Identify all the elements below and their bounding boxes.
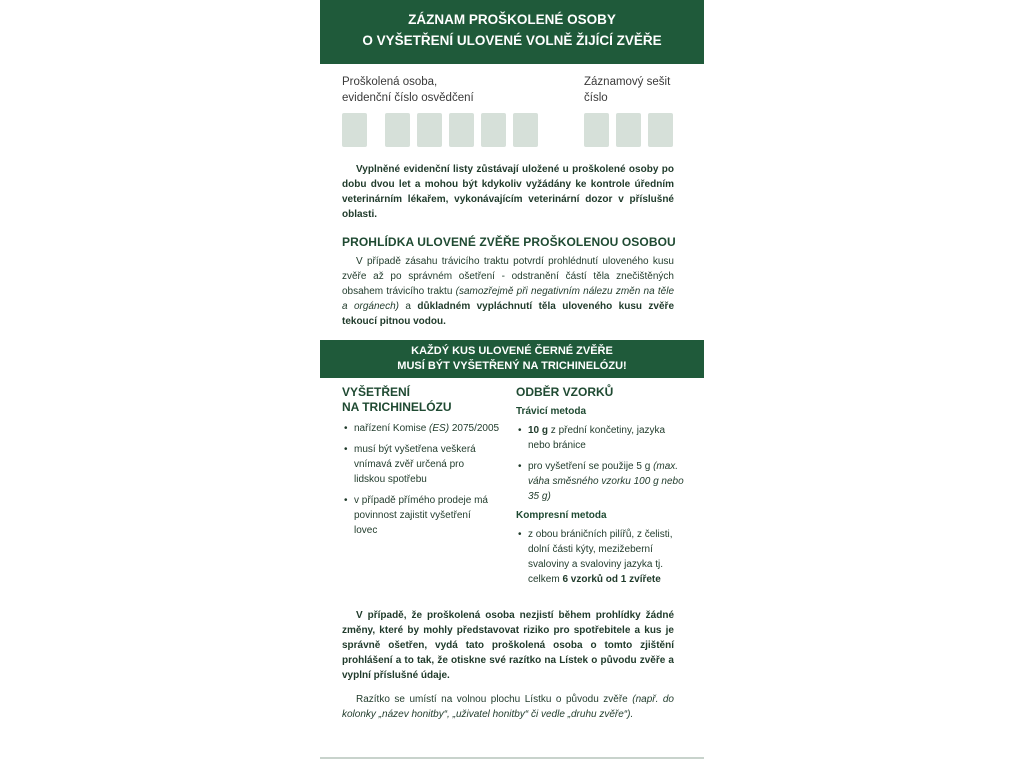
inspection-text-italic: (samozřejmě při negativním nálezu změn na těle a orgánech)	[342, 286, 675, 312]
trichinella-title-line1: VYŠETŘENÍ	[342, 385, 411, 399]
document-page	[320, 0, 704, 760]
trichinella-list	[342, 421, 512, 538]
book-number-boxes	[584, 113, 680, 147]
sampling-column	[516, 385, 686, 593]
list-item	[516, 423, 678, 453]
header-title-line1: ZÁZNAM PROŠKOLENÉ OSOBY	[408, 12, 616, 27]
digit-box[interactable]	[648, 113, 673, 147]
item-text: pro vyšetření se použije 5 g	[528, 461, 654, 472]
list-item	[516, 527, 686, 587]
person-field-label	[342, 74, 474, 106]
stamp-paragraph	[342, 692, 674, 722]
digit-box[interactable]	[449, 113, 474, 147]
digit-box[interactable]	[417, 113, 442, 147]
digit-box[interactable]	[616, 113, 641, 147]
item-text: 2075/2005	[449, 423, 500, 434]
stamp-text: Razítko se umístí na volnou plochu Lístku o původu zvěře	[356, 694, 633, 705]
header-title-line2: O VYŠETŘENÍ ULOVENÉ VOLNĚ ŽIJÍCÍ ZVĚŘE	[362, 33, 662, 48]
trichinella-column	[342, 385, 512, 544]
item-text-italic: (max. váha směsného vzorku 100 g nebo 35 g)	[528, 461, 684, 502]
inspection-heading: PROHLÍDKA ULOVENÉ ZVĚŘE PROŠKOLENOU OSOBOU	[342, 235, 676, 249]
person-label-line1: Proškolená osoba,	[342, 76, 438, 88]
trichinella-title	[342, 385, 512, 415]
header-band	[320, 0, 704, 64]
item-text-bold: 10 g	[528, 425, 549, 436]
item-text: z přední končetiny, jazyka nebo bránice	[528, 425, 666, 451]
inspection-text-bold: důkladném vypláchnutí těla uloveného kusu zvěře tekoucí pitnou vodou.	[342, 301, 675, 327]
digit-box[interactable]	[342, 113, 367, 147]
trichinella-title-line2: NA TRICHINELÓZU	[342, 400, 452, 414]
item-text-bold: 6 vzorků od 1 zvířete	[562, 574, 661, 585]
item-text: nařízení Komise	[354, 423, 430, 434]
book-label-line1: Záznamový sešit	[584, 76, 671, 88]
digit-box[interactable]	[385, 113, 410, 147]
list-item: • musí být vyšetřena veškerá vnímavá zvěř určená pro lidskou spotřebu	[342, 442, 494, 487]
stamp-text-italic: (např. do kolonky „název honitby“, „uživatel honitby“ či vedle „druhu zvěře“).	[342, 694, 674, 720]
person-label-line2: evidenční číslo osvědčení	[342, 92, 474, 104]
banner-line1: KAŽDÝ KUS ULOVENÉ ČERNÉ ZVĚŘE	[411, 345, 613, 357]
list-item	[342, 421, 512, 436]
item-text-italic: (ES)	[429, 423, 450, 434]
inspection-text-1: V případě zásahu trávicího traktu potvrdí prohlédnutí uloveného kusu zvěře až po správném ošetření - odstranění částí těla znečištěných obsahem trávicího traktu	[342, 256, 674, 297]
book-label-line2: číslo	[584, 92, 608, 104]
list-item	[516, 459, 686, 504]
compression-list	[516, 527, 686, 587]
digestion-list	[516, 423, 686, 504]
conclusion-paragraph: V případě, že proškolená osoba nezjistí během prohlídky žádné změny, které by mohly představovat riziko pro spotřebitele a kus je správně ošetřen, vydá tato proškolená osoba o tomto zjištění prohlášení a to tak, že otiskne své razítko na Lístek o původu zvěře a vyplní příslušné údaje.	[342, 610, 674, 681]
digit-box[interactable]	[481, 113, 506, 147]
banner-line2: MUSÍ BÝT VYŠETŘENÝ NA TRICHINELÓZU!	[397, 360, 627, 372]
bottom-divider	[320, 757, 704, 759]
digit-box[interactable]	[513, 113, 538, 147]
item-text: z obou bráničních pilířů, z čelisti, dolní části kýty, mezižeberní svaloviny a svaloviny jazyka tj. celkem	[528, 529, 673, 585]
digit-box[interactable]	[584, 113, 609, 147]
compression-method-title: Kompresní metoda	[516, 510, 607, 521]
sampling-title: ODBĚR VZORKŮ	[516, 385, 614, 399]
book-field-label	[584, 74, 670, 106]
trichinella-banner	[320, 340, 704, 378]
inspection-text-3: a	[399, 301, 418, 312]
intro-paragraph: Vyplněné evidenční listy zůstávají uložené u proškolené osoby po dobu dvou let a mohou být kdykoliv vyžádány ke kontrole úředním veterinárním lékařem, vykonávajícím veterinární dozor v příslušné oblasti.	[342, 164, 674, 220]
digestion-method-title: Trávicí metoda	[516, 406, 587, 417]
list-item: • v případě přímého prodeje má povinnost zajistit vyšetření lovec	[342, 493, 494, 538]
inspection-paragraph	[342, 254, 674, 329]
person-number-boxes	[342, 113, 545, 147]
